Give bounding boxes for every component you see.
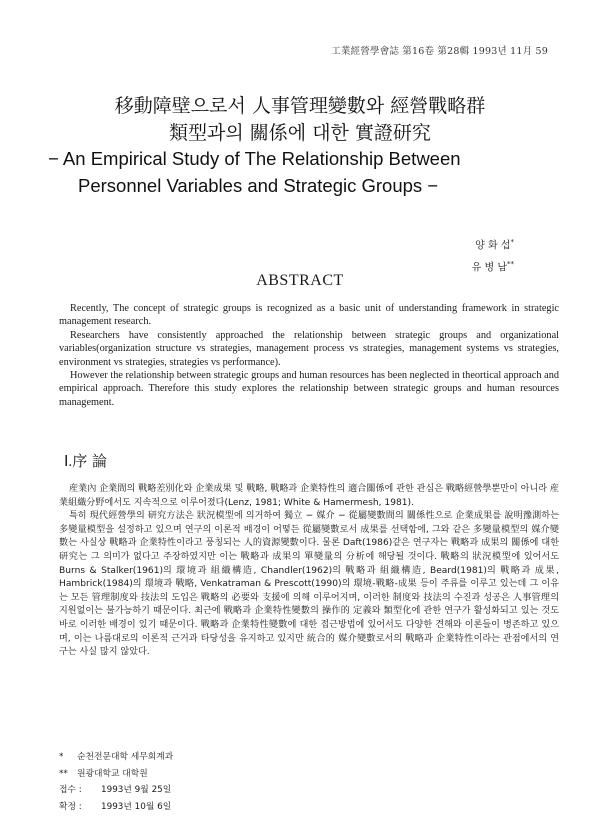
footnote-mark: ** — [59, 768, 68, 779]
section-heading — [64, 450, 107, 471]
accepted-date — [59, 799, 173, 816]
author-name: 양 화 섭 — [475, 240, 511, 252]
title-english-line2: Personnel Variables and Strategic Groups − — [78, 175, 439, 196]
abstract-paragraph: However the relationship between strategic groups and human resources has been neglected in theortical approach and empirical approach. Therefore this study explores the relationship between strategic groups and human resources management. — [59, 370, 559, 408]
footnote-mark: * — [59, 752, 64, 762]
abstract-heading: ABSTRACT — [256, 272, 344, 289]
footnote-text: 순천전문대학 세무회계과 — [77, 752, 174, 762]
section-body — [59, 483, 559, 660]
abstract-body — [59, 302, 559, 409]
received-date — [59, 782, 173, 799]
title-korean-line1: 移動障壁으로서 人事管理變數와 經營戰略群 — [114, 95, 486, 117]
footnote-1 — [59, 749, 173, 766]
author-mark: * — [510, 238, 514, 246]
author-list — [472, 233, 514, 278]
footnote-2 — [59, 766, 173, 783]
date-value: 1993년 10월 6일 — [101, 801, 172, 812]
date-value: 1993년 9월 25일 — [101, 785, 172, 795]
author-1 — [472, 233, 514, 255]
abstract-paragraph: Researchers have consistently approached the relationship between strategic groups and organizational variables(organization structure vs strategies, management process vs strategies, management systems vs strategies, environment vs strategies, strategies vs performance). — [59, 329, 559, 368]
section-number: Ⅰ. — [64, 454, 73, 470]
section-title: 序 論 — [72, 452, 107, 470]
footnote-text: 원광대학교 대학원 — [77, 768, 148, 779]
date-label: 접수 : — [59, 785, 82, 795]
title-korean-line2: 類型과의 關係에 대한 實證研究 — [169, 122, 431, 144]
author-mark: ** — [507, 260, 514, 269]
abstract-paragraph: Recently, The concept of strategic groups is recognized as a basic unit of understanding framework in strategic management research. — [59, 303, 559, 328]
running-head: 工業經營學會誌 第16卷 第28輯 1993년 11月 59 — [331, 46, 548, 57]
footnotes — [59, 749, 173, 815]
body-paragraph: 특히 現代經營學의 研究方法은 狀況模型에 의거하여 獨立 − 媒介 − 從屬變數間의 關係性으로 企業成果를 說明豫測하는 多變量模型을 설정하고 있으며 연구의 이론적 배경이 어떻든 從屬變數로서 成果를 선택함에, 그와 같은 多變量模型의 媒介變數는 사실상 戰略과 企業特性이라고 풍칭되는 人的資源變數이다. 물론 Daft(1986)같은 연구자는 戰略과 成果의 關係에 대한 研究는 그 의미가 없다고 주장하였지만 이는 戰略과 成果의 單變量의 分析에 해당될 것이다. 戰略의 狀況模型에 있어서도 Burns & Stalker(1961)의 環境과 組織構造, Chandler(1962)의 戰略과 組織構造, Beard(1981)의 戰略과 成果, Hambrick(1984)의 環境과 戰略, Venkatraman & Prescott(1990)의 環境-戰略-成果 등이 주류를 이루고 있는데 그 이유는 모든 管理制度와 技法의 도입은 戰略의 必要와 支援에 의해 이루어지며, 이러한 制度와 技法의 수진과 성공은 人事管理의 지원없이는 불가능하기 때문이다. 최근에 戰略과 企業特性變數의 操作的 定義와 類型化에 관한 연구가 활성화되고 있는 것도 바로 이러한 배경이 있기 때문이다. 戰略과 企業特性變數에 대한 접근방법에 있어서도 다양한 견해와 이론들이 병존하고 있으며, 이는 나름대로의 이론적 근거과 타당성을 유지하고 있지만 統合的 媒介變數로서의 戰略과 企業特性이라는 관점에서의 연구는 사실 많지 않았다. — [59, 511, 559, 658]
date-label: 확정 : — [59, 801, 82, 812]
body-paragraph: 産業內 企業間의 戰略差別化와 企業成果 및 戰略, 戰略과 企業特性의 適合關係에 관한 관심은 戰略經營學뿐만이 아니라 産業組織分野에서도 지속적으로 이루어졌다(Lenz, 1981; White & Hamermesh, 1981). — [59, 484, 559, 508]
author-name: 유 병 남 — [471, 262, 507, 274]
title-english-line1: − An Empirical Study of The Relationship Between — [48, 148, 461, 169]
